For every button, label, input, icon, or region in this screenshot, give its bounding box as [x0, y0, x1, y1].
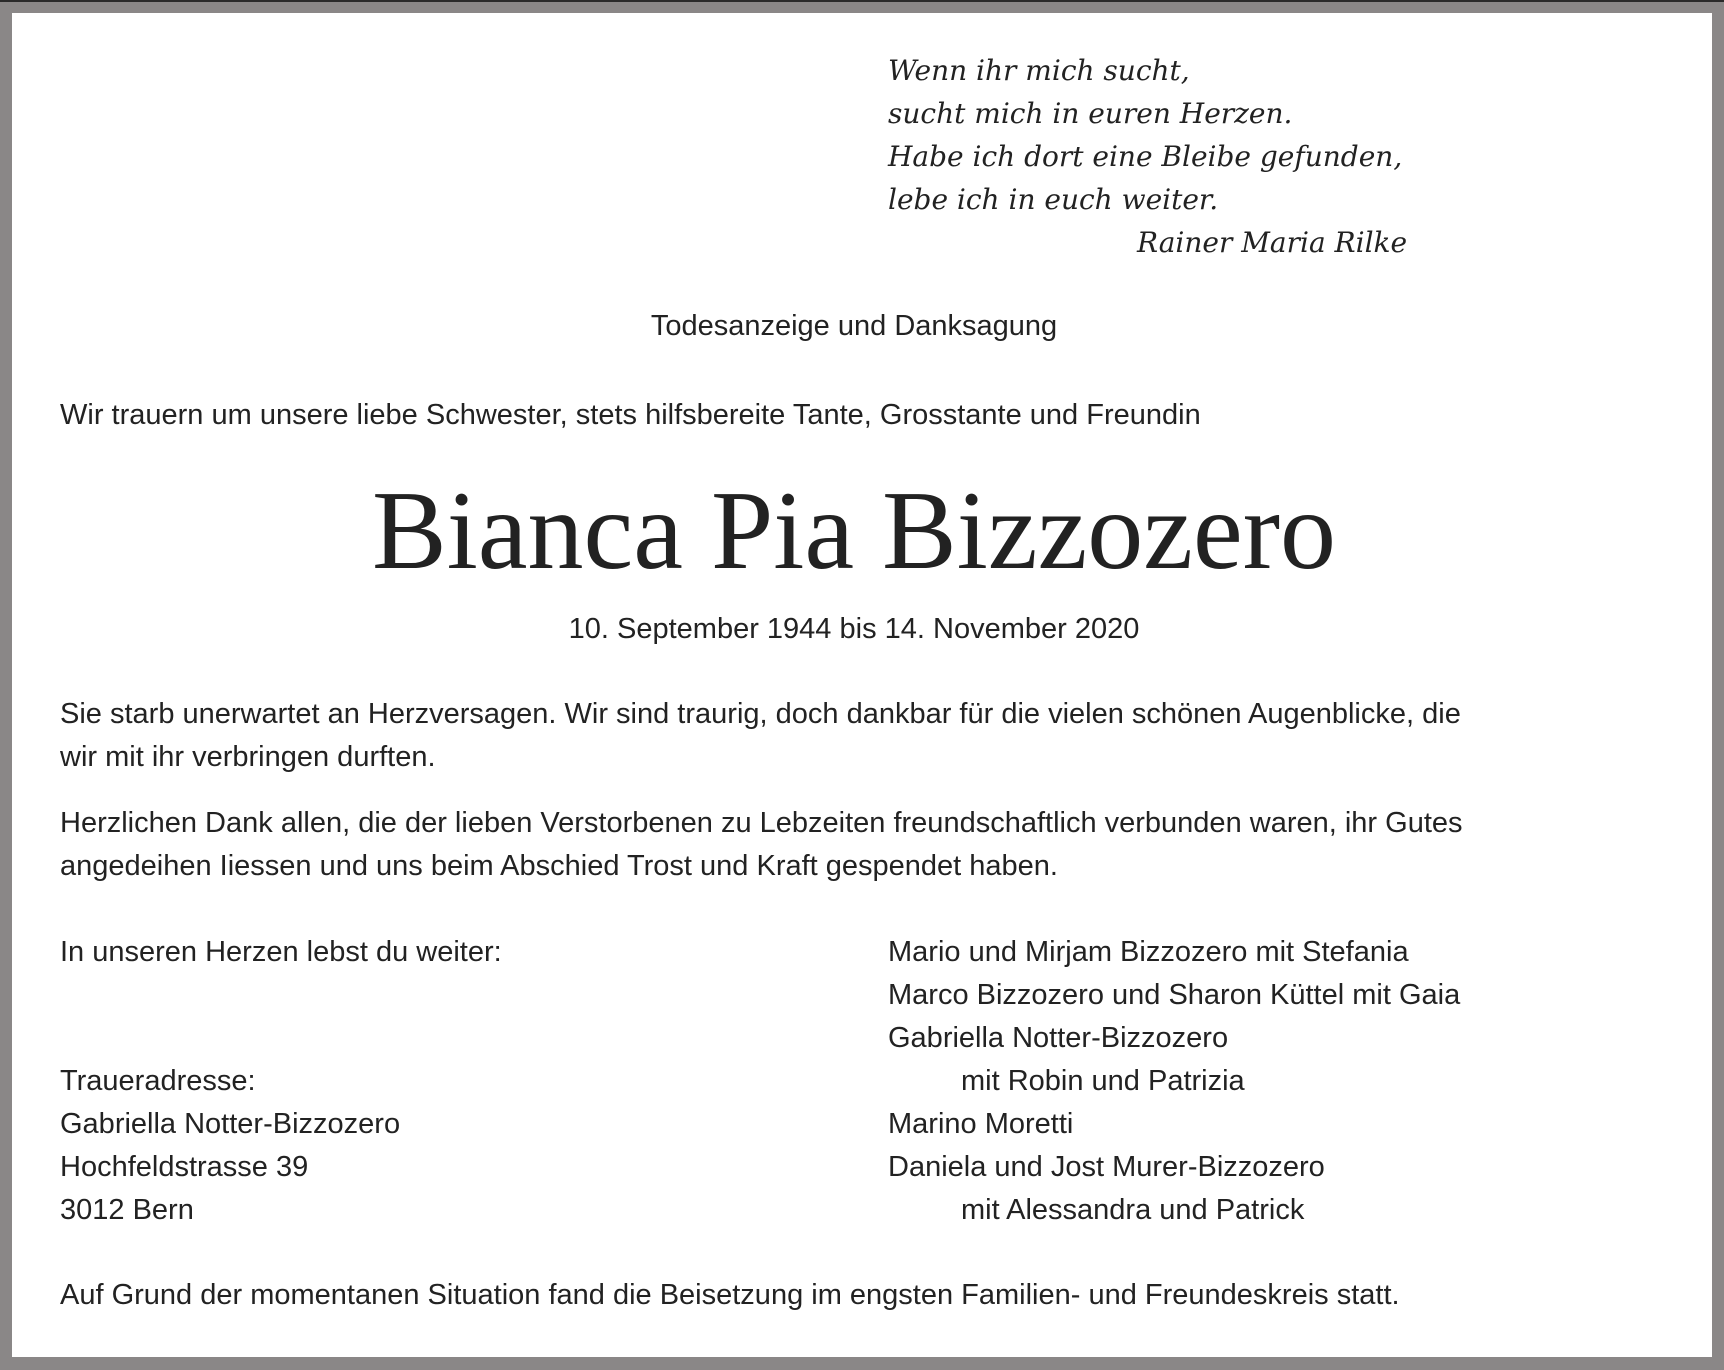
mourner: Daniela und Jost Murer-Bizzozero	[888, 1151, 1325, 1183]
poem	[888, 49, 1407, 264]
hearts-label: In unseren Herzen lebst du weiter:	[60, 936, 502, 968]
mourner: Mario und Mirjam Bizzozero mit Stefania	[888, 936, 1409, 968]
poem-line: Wenn ihr mich sucht,	[888, 54, 1190, 87]
address-line: Hochfeldstrasse 39	[60, 1151, 309, 1183]
poem-line: Habe ich dort eine Bleibe gefunden,	[888, 140, 1403, 173]
paragraph-line: wir mit ihr verbringen durften.	[60, 741, 436, 773]
obituary-page	[12, 13, 1712, 1357]
paragraph-1	[60, 693, 1461, 779]
heading: Todesanzeige und Danksagung	[650, 310, 1058, 342]
closing-text: Auf Grund der momentanen Situation fand die Beisetzung im engsten Familien- und Freundeskreis statt.	[60, 1279, 1400, 1311]
deceased-name: Bianca Pia Bizzozero	[371, 469, 1337, 593]
life-dates: 10. September 1944 bis 14. November 2020	[568, 613, 1140, 645]
paragraph-line: angedeihen Iiessen und uns beim Abschied Trost und Kraft gespendet haben.	[60, 850, 1058, 882]
poem-author: Rainer Maria Rilke	[1137, 226, 1408, 259]
mourner: mit Robin und Patrizia	[961, 1065, 1245, 1097]
poem-line: sucht mich in euren Herzen.	[888, 97, 1293, 130]
mourner: Gabriella Notter-Bizzozero	[888, 1022, 1229, 1054]
paragraph-line: Herzlichen Dank allen, die der lieben Verstorbenen zu Lebzeiten freundschaftlich verbunden waren, ihr Gutes	[60, 807, 1463, 839]
window-frame	[0, 0, 1724, 2]
mourner: Marco Bizzozero und Sharon Küttel mit Gaia	[888, 979, 1461, 1011]
mourner: mit Alessandra und Patrick	[961, 1194, 1305, 1226]
address-line: Gabriella Notter-Bizzozero	[60, 1108, 401, 1140]
paragraph-line: Sie starb unerwartet an Herzversagen. Wir sind traurig, doch dankbar für die vielen schönen Augenblicke, die	[60, 698, 1461, 730]
intro-text: Wir trauern um unsere liebe Schwester, stets hilfsbereite Tante, Grosstante und Freundin	[60, 399, 1201, 431]
mourner: Marino Moretti	[888, 1108, 1074, 1140]
address-line: 3012 Bern	[60, 1194, 194, 1226]
mourners-list	[888, 931, 1460, 1232]
paragraph-2	[60, 802, 1463, 888]
poem-line: lebe ich in euch weiter.	[888, 183, 1219, 216]
address-label: Traueradresse:	[60, 1065, 256, 1097]
mourning-address	[60, 1060, 400, 1232]
